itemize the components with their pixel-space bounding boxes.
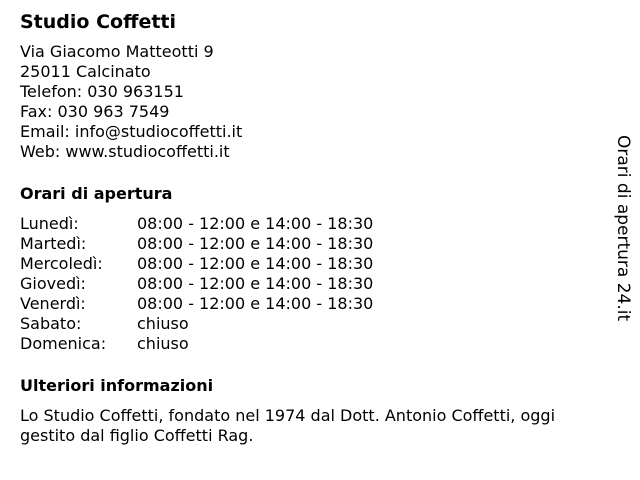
hours-time: 08:00 - 12:00 e 14:00 - 18:30 <box>137 274 374 293</box>
side-brand-watermark: Orari di apertura 24.it <box>613 135 633 322</box>
hours-row <box>20 334 610 354</box>
email-line: Email: info@studiocoffetti.it <box>20 122 243 141</box>
web-line: Web: www.studiocoffetti.it <box>20 142 230 161</box>
hours-day: Sabato: <box>20 314 82 333</box>
business-card <box>20 8 610 446</box>
hours-row <box>20 214 610 234</box>
hours-row <box>20 294 610 314</box>
business-name: Studio Coffetti <box>20 11 177 33</box>
more-info-text: Lo Studio Coffetti, fondato nel 1974 dal Dott. Antonio Coffetti, oggi gestito dal figlio Coffetti Rag. <box>20 406 556 445</box>
hours-heading: Orari di apertura <box>20 184 173 203</box>
hours-day: Mercoledì: <box>20 254 103 273</box>
hours-day: Venerdì: <box>20 294 86 313</box>
address-city: 25011 Calcinato <box>20 62 151 81</box>
hours-time: 08:00 - 12:00 e 14:00 - 18:30 <box>137 294 374 313</box>
more-info-heading: Ulteriori informazioni <box>20 376 214 395</box>
hours-time: 08:00 - 12:00 e 14:00 - 18:30 <box>137 214 374 233</box>
hours-row <box>20 234 610 254</box>
address-street: Via Giacomo Matteotti 9 <box>20 42 214 61</box>
hours-time: chiuso <box>137 334 189 353</box>
hours-time: chiuso <box>137 314 189 333</box>
hours-day: Martedì: <box>20 234 87 253</box>
contact-block <box>20 42 610 162</box>
phone-line: Telefon: 030 963151 <box>20 82 184 101</box>
fax-line: Fax: 030 963 7549 <box>20 102 170 121</box>
hours-table <box>20 214 610 354</box>
hours-row <box>20 274 610 294</box>
hours-day: Giovedì: <box>20 274 86 293</box>
hours-time: 08:00 - 12:00 e 14:00 - 18:30 <box>137 254 374 273</box>
hours-day: Lunedì: <box>20 214 79 233</box>
hours-row <box>20 314 610 334</box>
hours-time: 08:00 - 12:00 e 14:00 - 18:30 <box>137 234 374 253</box>
hours-day: Domenica: <box>20 334 107 353</box>
hours-row <box>20 254 610 274</box>
